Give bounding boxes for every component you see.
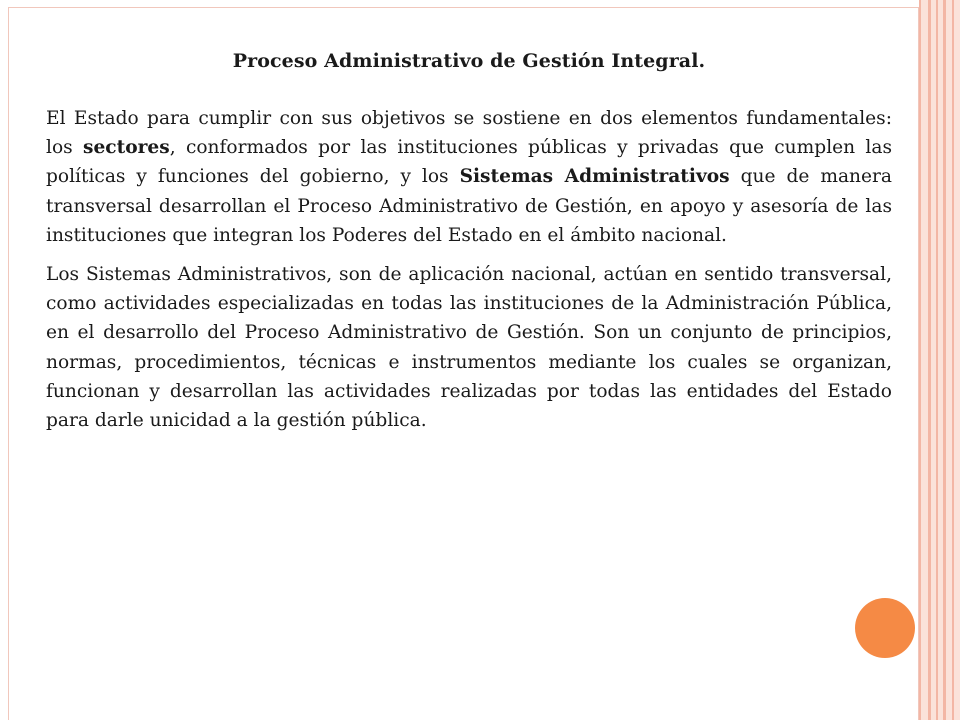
paragraph-1-bold-sistemas: Sistemas Administrativos (459, 166, 730, 188)
orange-circle-decoration (855, 598, 915, 658)
paragraph-1 (46, 104, 892, 250)
paragraph-1-text-1: El Estado para cumplir con sus objetivos se sostiene en dos elementos fundamentales: los (46, 108, 892, 159)
stripe (952, 0, 954, 720)
paragraph-1-text-3: que de manera transversal desarrollan el Proceso Administrativo de Gestión, en apoyo y asesoría de las instituciones que integran los Poderes del Estado en el ámbito nacional. (46, 166, 892, 246)
paragraph-1-bold-sectores: sectores (83, 137, 170, 159)
stripe (919, 0, 921, 720)
paragraph-1-text-2: , conformados por las instituciones públicas y privadas que cumplen las políticas y funciones del gobierno, y los (46, 137, 893, 188)
stripe (936, 0, 938, 720)
slide-title: Proceso Administrativo de Gestión Integral. (232, 50, 706, 72)
slide-content (46, 47, 892, 445)
paragraph-2: Los Sistemas Administrativos, son de aplicación nacional, actúan en sentido transversal, como actividades especializadas en todas las instituciones de la Administración Pública, en el desarrollo del Proceso Administrativo de Gestión. Son un conjunto de principios, normas, procedimientos, técnicas e instrumentos mediante los cuales se organizan, funcionan y desarrollan las actividades realizadas por todas las entidades del Estado para darle unicidad a la gestión pública. (46, 264, 892, 432)
stripe (928, 0, 931, 720)
decorative-stripes (919, 0, 960, 720)
stripe (943, 0, 946, 720)
